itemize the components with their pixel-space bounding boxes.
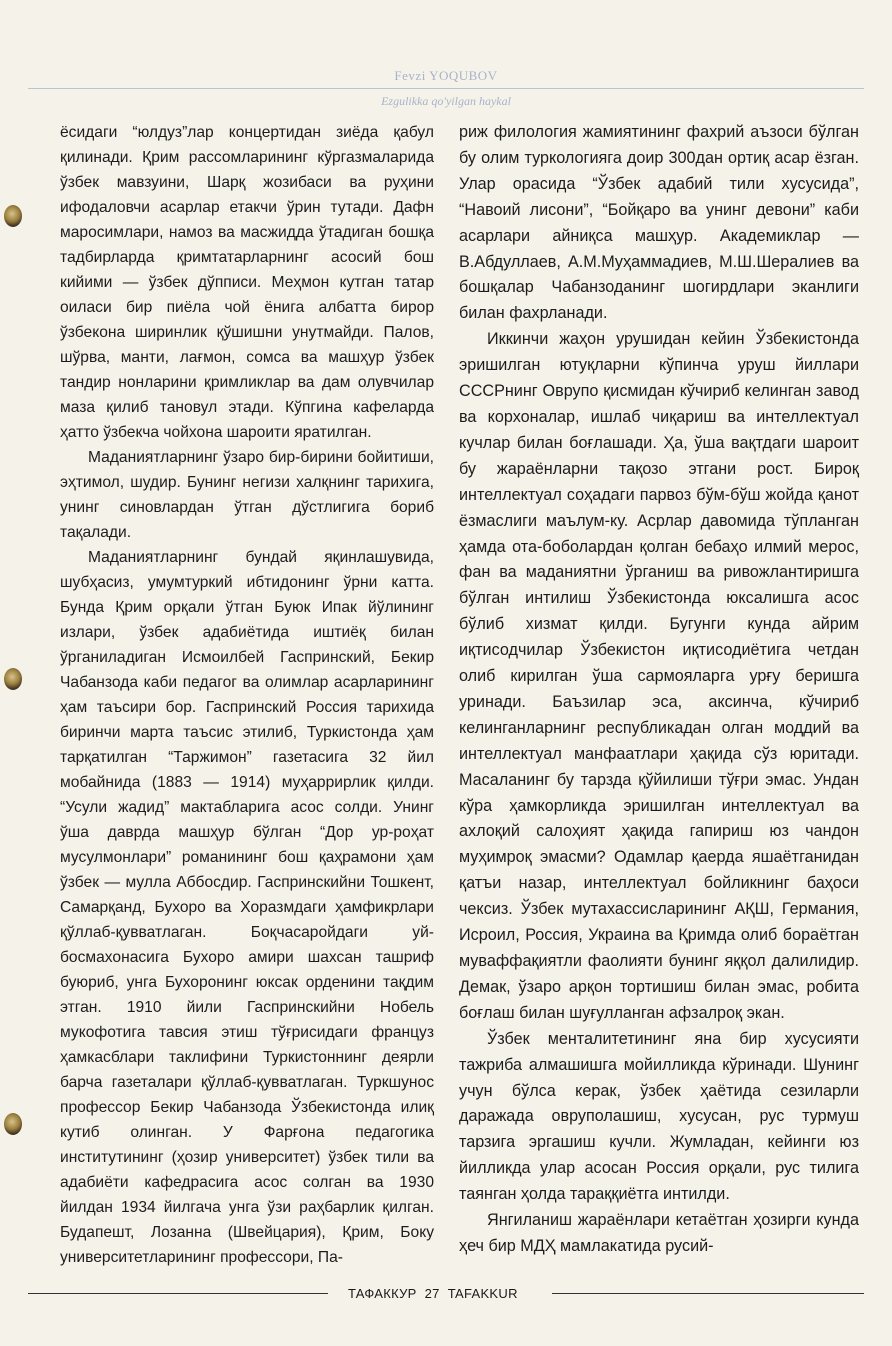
footer-journal-cyrillic: ТАФАККУР	[348, 1286, 417, 1301]
left-paragraph-2: Маданиятларнинг ўзаро бир-бирини бойитиши, эҳтимол, шудир. Бунинг негизи халқнинг тарихига, унинг синовлардан ўтган дўстлигига бориб тақалади.	[60, 449, 434, 541]
right-paragraph-4: Янгиланиш жараёнлари кетаётган ҳозирги кунда ҳеч бир МДҲ мамлакатида русий-	[459, 1211, 859, 1255]
header-subtitle: Ezgulikka qo'yilgan haykal	[381, 94, 511, 108]
right-paragraph-2: Иккинчи жаҳон урушидан кейин Ўзбекистонда эришилган ютуқларни кўпинча уруш йиллари СССРнинг Оврупо қисмидан кўчириб келинган завод ва корхоналар, ишлаб чиқариш ва интеллектуал кучлар билан боғлашади. Ҳа, ўша вақтдаги шароит бу жараёнларни тақозо этгани рост. Бироқ интеллектуал соҳадаги парвоз бўм-бўш жойда қанот ёзмаслиги маълум-ку. Асрлар давомида тўпланган ҳамда ота-боболардан қолган бебаҳо илмий мерос, фан ва маданиятни ўрганиш ва ривожлантиришга бўлган интилиш Ўзбекистонда юксалишга асос бўлиб хизмат қилди. Бугунги кунда айрим иқтисодчилар Ўзбекистон иқтисодиётига четдан олиб кирилган ўша сармояларга урғу беришга уринади. Баъзилар эса, аксинча, кўчириб келинганларнинг республикадан олган моддий ва интеллектуал манфаатлари ҳақида сўз юритади. Масаланинг бу тарзда қўйилиши тўғри эмас. Ундан кўра ҳамкорликда эришилган интеллектуал ва ахлоқий салоҳият ҳақида гапириш юз чандон муҳимроқ эмасми? Одамлар қаерда яшаётганидан қатъи назар, интеллектуал бойликнинг баҳоси чексиз. Ўзбек мутахассисларининг АҚШ, Германия, Исроил, Россия, Украина ва Қримда олиб бораётган муваффақиятли фаолияти бунинг яққол далилидир. Демак, ўзаро арқон тортишиш билан эмас, робита боғлаш билан шуғулланган афзалроқ экан.	[459, 330, 859, 1022]
footer-text	[348, 1286, 526, 1301]
running-header	[0, 68, 892, 109]
left-paragraph-3: Маданиятларнинг бундай яқинлашувида, шубҳасиз, умумтуркий ибтидонинг ўрни катта. Бунда Қрим орқали ўтган Буюк Ипак йўлининг излари, ўзбек адабиётида иштиёқ билан ўрганиладиган Исмоилбей Гаспринский, Бекир Чабанзода каби педагог ва олимлар асарларининг ҳам таъсири бор. Гаспринский Россия тарихида биринчи марта таъсис этилиб, Туркистонда ҳам тарқатилган “Таржимон” газетасига 32 йил мобайнида (1883 — 1914) муҳаррирлик қилди. “Усули жадид” мактабларига асос солди. Унинг ўша даврда машҳур бўлган “Дор ур-роҳат мусулмонлари” романининг бош қаҳрамони ҳам ўзбек — мулла Аббосдир. Гаспринскийни Тошкент, Самарқанд, Бухоро ва Хоразмдаги ҳамфикрлари қўллаб-қувватлаган. Боқчасаройдаги уй-босмахонасига Бухоро амири шахсан ташриф буюриб, унга Бухоронинг юксак орденини тақдим этган. 1910 йили Гаспринскийни Нобель мукофотига тавсия этиш тўғрисидаги француз ҳамкасблари таклифини Туркистоннинг деярли барча газеталари қўллаб-қувватлаган. Туркшунос профессор Бекир Чабанзода Ўзбекистонда илиқ кутиб олинган. У Фарғона педагогика институтининг (ҳозир университет) ўзбек тили ва адабиёти кафедрасига асос солган ва 1930 йилдан 1934 йилгача унга ўзи раҳбарлик қилган. Будапешт, Лозанна (Швейцария), Қрим, Боку университетларининг профессори, Па-	[60, 549, 434, 1266]
binding-hole-middle	[4, 668, 22, 690]
binding-hole-top	[4, 205, 22, 227]
page-footer	[28, 1286, 864, 1300]
binding-hole-bottom	[4, 1113, 22, 1135]
right-column	[459, 120, 859, 1260]
right-paragraph-3: Ўзбек менталитетининг яна бир хусусияти тажриба алмашишга мойилликда кўринади. Шунинг учун бўлса керак, ўзбек ҳаётида сезиларли даражада овруполашиш, хусусан, рус турмуш тарзига эргашиш кучли. Жумладан, кейинги юз йилликда улар асосан Россия орқали, рус тилига таянган ҳолда тараққиётга интилди.	[459, 1029, 859, 1204]
footer-rule-right	[552, 1293, 864, 1294]
page-number: 27	[424, 1286, 440, 1301]
left-column	[60, 120, 434, 1270]
left-paragraph-1: ёсидаги “юлдуз”лар концертидан зиёда қабул қилинади. Қрим рассомларининг кўргазмаларида ўзбек мавзуини, Шарқ жозибаси ва руҳини ифодаловчи асарлар етакчи ўрин тутади. Дафн маросимлари, намоз ва масжидда ўтадиган бошқа тадбирларда қримтатарларнинг асосий бош кийими — ўзбек дўпписи. Меҳмон кутган татар оиласи бир пиёла чой ёнига албатта бирор ўзбекона ширинлик қўшишни унутмайди. Палов, шўрва, манти, лағмон, сомса ва машҳур ўзбек тандир нонларини қримликлар ва дам олувчилар маза қилиб тановул этади. Кўпгина кафеларда ҳатто ўзбекча чойхона шароити яратилган.	[60, 124, 434, 441]
right-paragraph-1: риж филология жамиятининг фахрий аъзоси бўлган бу олим туркологияга доир 300дан ортиқ асар ёзган. Улар орасида “Ўзбек адабий тили хусусида”, “Навоий лисони”, “Бойқаро ва унинг девони” каби асарлари айниқса машҳур. Академиклар — В.Абдуллаев, А.М.Муҳаммадиев, М.Ш.Шералиев ва бошқалар Чабанзоданинг шогирдлари эканлиги билан фахрланади.	[459, 123, 859, 323]
header-rule	[28, 88, 864, 89]
footer-journal-latin: TAFAKKUR	[447, 1286, 518, 1301]
footer-rule-left	[28, 1293, 328, 1294]
header-author: Fevzi YOQUBOV	[394, 68, 498, 83]
